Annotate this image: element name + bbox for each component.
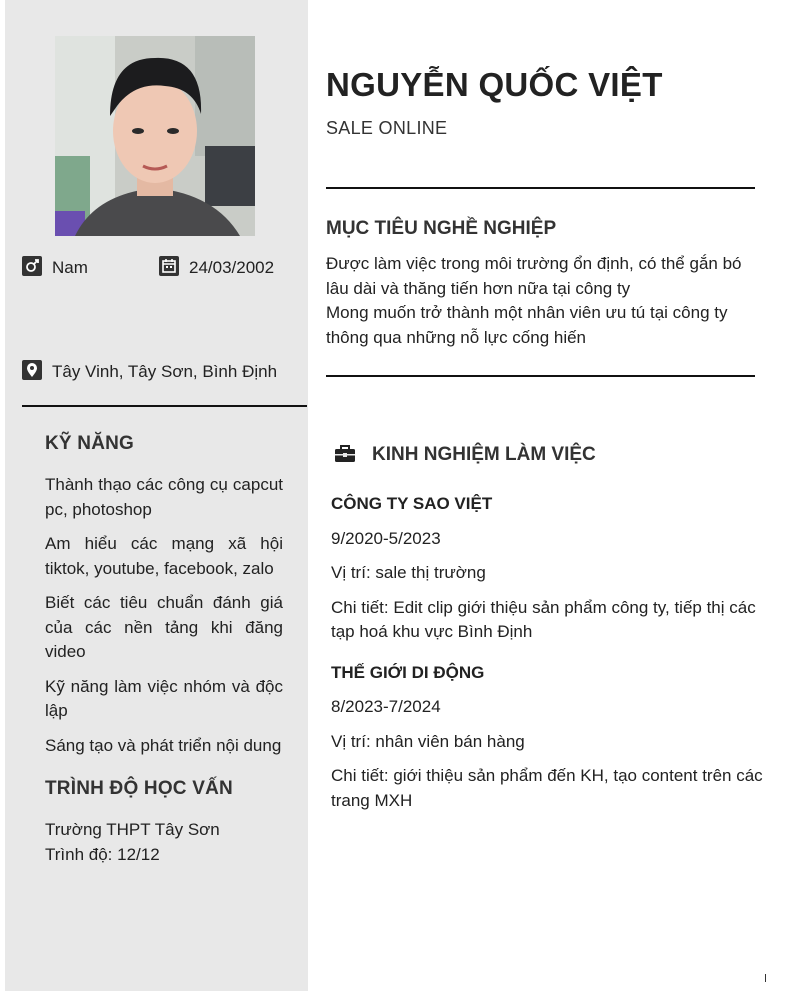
experience-company: THẾ GIỚI DI ĐỘNG (331, 662, 485, 682)
objective-content (326, 252, 756, 350)
experience-period: 9/2020-5/2023 (331, 528, 441, 548)
experience-item (331, 492, 771, 645)
objective-divider (326, 375, 755, 377)
skills-title: KỸ NĂNG (45, 433, 135, 454)
address-value: Tây Vinh, Tây Sơn, Bình Định (52, 362, 278, 381)
objective-line: Mong muốn trở thành một nhân viên ưu tú tại công ty thông qua những nỗ lực cống hiến (326, 303, 728, 347)
education-level: Trình độ: 12/12 (45, 845, 160, 864)
header-divider (326, 187, 755, 189)
objective-line: Được làm việc trong môi trường ổn định, có thể gắn bó lâu dài và thăng tiến hơn nữa tại công ty (326, 254, 742, 298)
experience-role: Vị trí: nhân viên bán hàng (331, 731, 525, 751)
profile-photo (55, 36, 255, 236)
skills-list (45, 473, 283, 768)
sidebar-divider (22, 405, 307, 407)
skill-item: Am hiểu các mạng xã hội tiktok, youtube, facebook, zalo (45, 534, 283, 578)
education-school: Trường THPT Tây Sơn (45, 820, 220, 839)
experience-detail: Chi tiết: giới thiệu sản phẩm đến KH, tạo content trên các trang MXH (331, 766, 763, 810)
experience-company: CÔNG TY SAO VIỆT (331, 494, 493, 513)
candidate-name: NGUYỄN QUỐC VIỆT (326, 66, 663, 103)
experience-role: Vị trí: sale thị trường (331, 563, 486, 582)
experience-list (331, 492, 771, 829)
experience-item (331, 661, 771, 814)
education-title: TRÌNH ĐỘ HỌC VẤN (45, 778, 233, 799)
location-pin-icon (22, 360, 42, 380)
experience-detail: Chi tiết: Edit clip giới thiệu sản phẩm công ty, tiếp thị các tạp hoá khu vực Bình Định (331, 597, 756, 641)
page-mark (765, 974, 766, 982)
candidate-position: SALE ONLINE (326, 118, 448, 138)
briefcase-icon (334, 444, 356, 464)
skill-item: Kỹ năng làm việc nhóm và độc lập (45, 676, 283, 720)
experience-period: 8/2023-7/2024 (331, 697, 441, 716)
objective-title: MỤC TIÊU NGHỀ NGHIỆP (326, 218, 557, 239)
gender-icon (22, 256, 42, 276)
skill-item: Thành thạo các công cụ capcut pc, photoshop (45, 475, 283, 519)
education-content (45, 817, 295, 867)
experience-title: KINH NGHIỆM LÀM VIỆC (372, 444, 596, 465)
calendar-icon (159, 256, 179, 276)
skill-item: Sáng tạo và phát triển nội dung (45, 735, 282, 755)
birthdate-value: 24/03/2002 (189, 258, 275, 277)
skill-item: Biết các tiêu chuẩn đánh giá của các nền tảng khi đăng video (45, 593, 283, 661)
gender-value: Nam (52, 258, 88, 277)
